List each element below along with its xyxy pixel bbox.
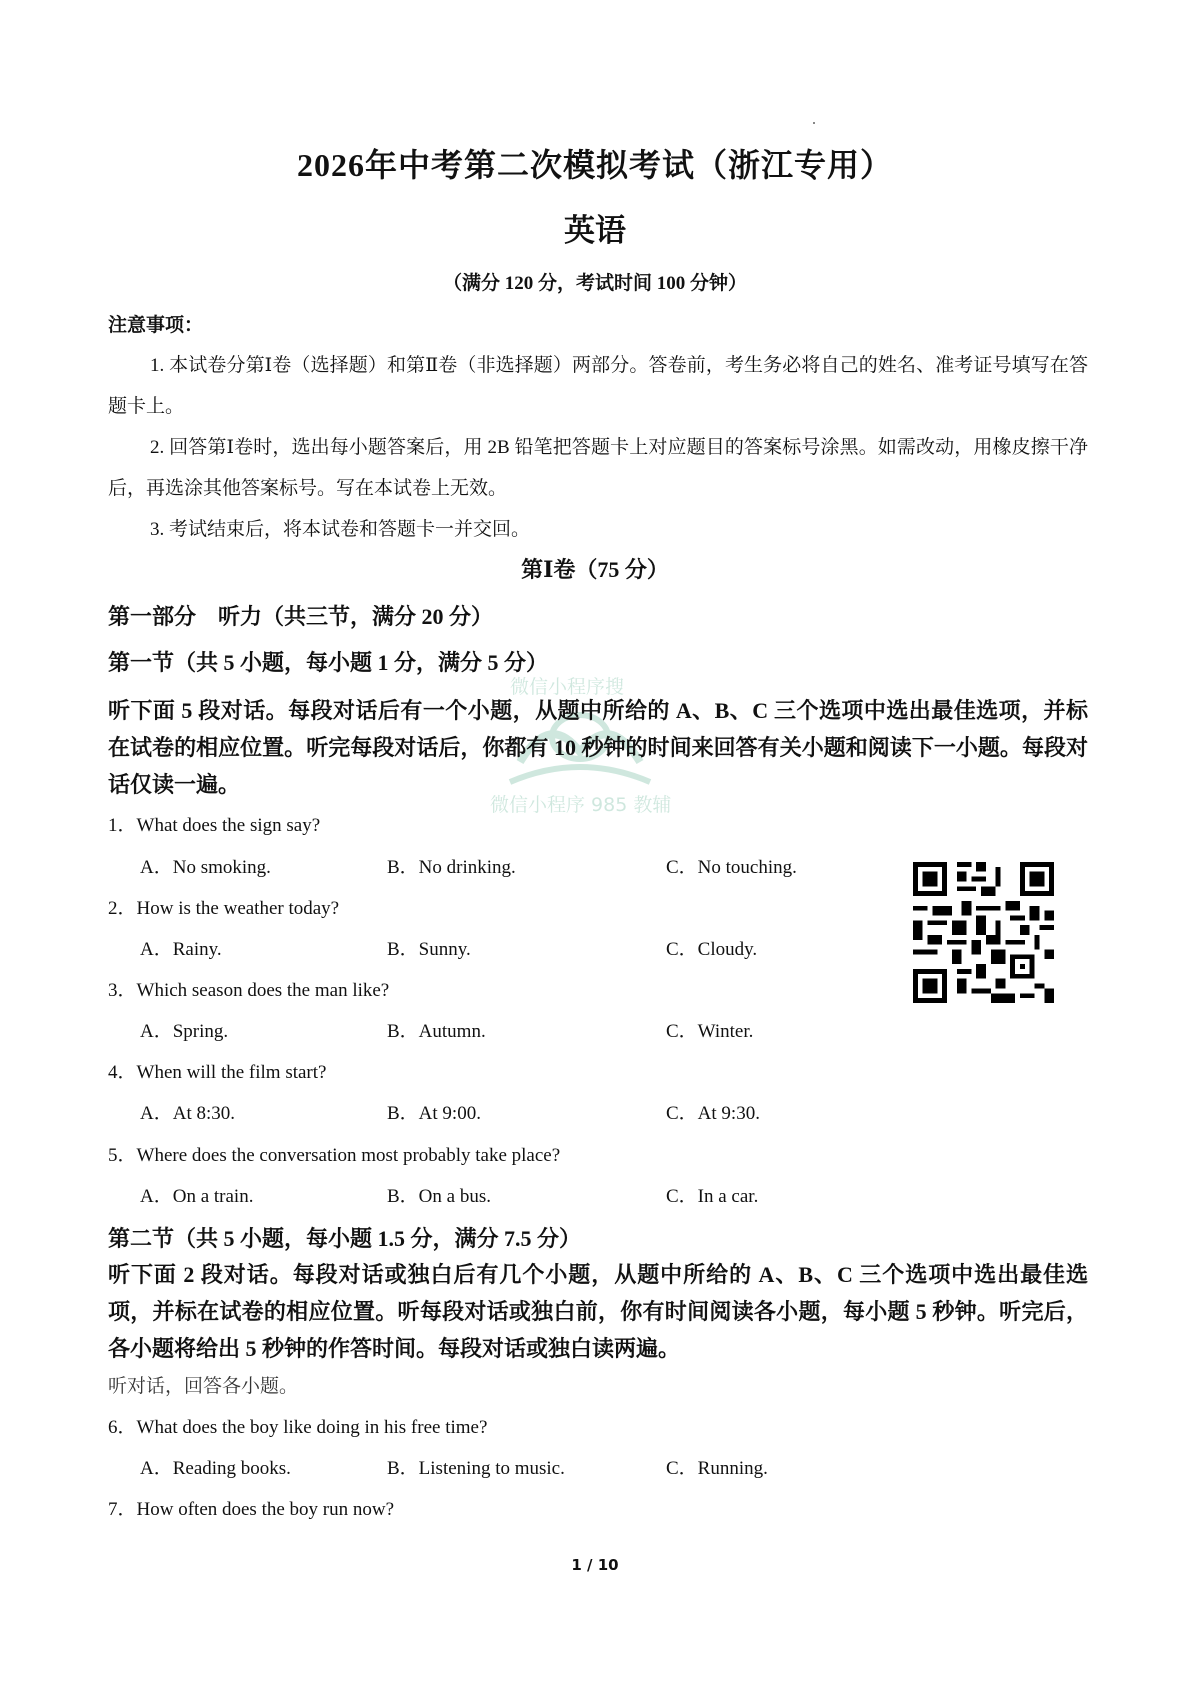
question-text: What does the boy like doing in his free time? <box>136 1417 488 1438</box>
question-number: 7． <box>108 1499 137 1520</box>
option-c: C．Cloudy. <box>666 939 758 960</box>
section2-sub-note: 听对话，回答各小题。 <box>108 1376 299 1397</box>
question-text: How is the weather today? <box>136 898 340 919</box>
option-a: A．No smoking. <box>140 857 271 878</box>
question-text: How often does the boy run now? <box>136 1499 395 1520</box>
stray-dot <box>813 122 815 124</box>
question-3 <box>108 975 389 1002</box>
option-a: A．Spring. <box>140 1021 229 1042</box>
question-text: Where does the conversation most probably take place? <box>136 1145 561 1166</box>
exam-subject: 英语 <box>564 213 626 248</box>
question-2 <box>108 893 339 920</box>
section2-instruction: 听下面 2 段对话。每段对话或独白后有几个小题，从题中所给的 A、B、C 三个选项中选出最佳选项，并标在试卷的相应位置。听每段对话或独白前，你有时间阅读各小题，每小题 5 秒钟。听完后，各小题将给出 5 秒钟的作答时间。每段对话或独白读两遍。 <box>108 1262 1088 1361</box>
option-a: A．On a train. <box>140 1186 254 1207</box>
option-c: C．No touching. <box>666 857 797 878</box>
option-a: A．Reading books. <box>140 1458 291 1479</box>
question-text: Which season does the man like? <box>136 980 390 1001</box>
option-b: B．Autumn. <box>387 1021 486 1042</box>
question-number: 1． <box>108 815 137 836</box>
option-a: A．Rainy. <box>140 939 222 960</box>
score-info: （满分 120 分，考试时间 100 分钟） <box>442 273 747 294</box>
option-c: C．Running. <box>666 1458 768 1479</box>
option-b: B．Listening to music. <box>387 1458 565 1479</box>
option-a: A．At 8:30. <box>140 1103 236 1124</box>
section1-title: 第一节（共 5 小题，每小题 1 分，满分 5 分） <box>108 650 549 675</box>
option-b: B．No drinking. <box>387 857 516 878</box>
part1-title: 第一部分 听力（共三节，满分 20 分） <box>108 604 494 629</box>
option-c: C．Winter. <box>666 1021 754 1042</box>
question-number: 6． <box>108 1417 137 1438</box>
option-b: B．Sunny. <box>387 939 471 960</box>
notice-item-3 <box>108 509 1088 550</box>
exam-title: 2026年中考第二次模拟考试（浙江专用） <box>296 147 893 183</box>
notice-item-2 <box>108 427 1088 509</box>
notice-item-2-text: 2. 回答第Ⅰ卷时，选出每小题答案后，用 2B 铅笔把答题卡上对应题目的答案标号涂黑。如需改动，用橡皮擦干净后，再选涂其他答案标号。写在本试卷上无效。 <box>108 437 1088 499</box>
option-c: C．In a car. <box>666 1186 759 1207</box>
question-number: 5． <box>108 1145 137 1166</box>
volume-title: 第Ⅰ卷（75 分） <box>521 557 669 582</box>
section2-title: 第二节（共 5 小题，每小题 1.5 分，满分 7.5 分） <box>108 1226 582 1251</box>
notice-heading: 注意事项： <box>108 315 204 336</box>
notice-item-1 <box>108 345 1088 427</box>
question-5 <box>108 1140 560 1167</box>
question-number: 4． <box>108 1062 137 1083</box>
watermark-top-text: 微信小程序搜 <box>510 676 625 698</box>
question-7 <box>108 1494 394 1521</box>
option-c: C．At 9:30. <box>666 1103 760 1124</box>
notice-item-1-text: 1. 本试卷分第Ⅰ卷（选择题）和第Ⅱ卷（非选择题）两部分。答卷前，考生务必将自己的姓名、准考证号填写在答题卡上。 <box>108 355 1088 417</box>
question-1 <box>108 810 320 837</box>
question-number: 2． <box>108 898 137 919</box>
question-4 <box>108 1057 326 1084</box>
qr-code-image <box>912 862 1055 1003</box>
notice-item-3-text: 3. 考试结束后，将本试卷和答题卡一并交回。 <box>150 519 531 540</box>
question-text: What does the sign say? <box>136 815 321 836</box>
option-b: B．On a bus. <box>387 1186 491 1207</box>
question-text: When will the film start? <box>136 1062 327 1083</box>
question-number: 3． <box>108 980 137 1001</box>
watermark-bottom-text: 微信小程序 985 教辅 <box>490 794 672 816</box>
page-number: 1 / 10 <box>571 1556 619 1574</box>
section1-instruction: 听下面 5 段对话。每段对话后有一个小题，从题中所给的 A、B、C 三个选项中选出最佳选项，并标在试卷的相应位置。听完每段对话后，你都有 10 秒钟的时间来回答有关小题和阅读下一小题。每段对话仅读一遍。 <box>108 698 1088 797</box>
question-6 <box>108 1412 487 1439</box>
option-b: B．At 9:00. <box>387 1103 481 1124</box>
